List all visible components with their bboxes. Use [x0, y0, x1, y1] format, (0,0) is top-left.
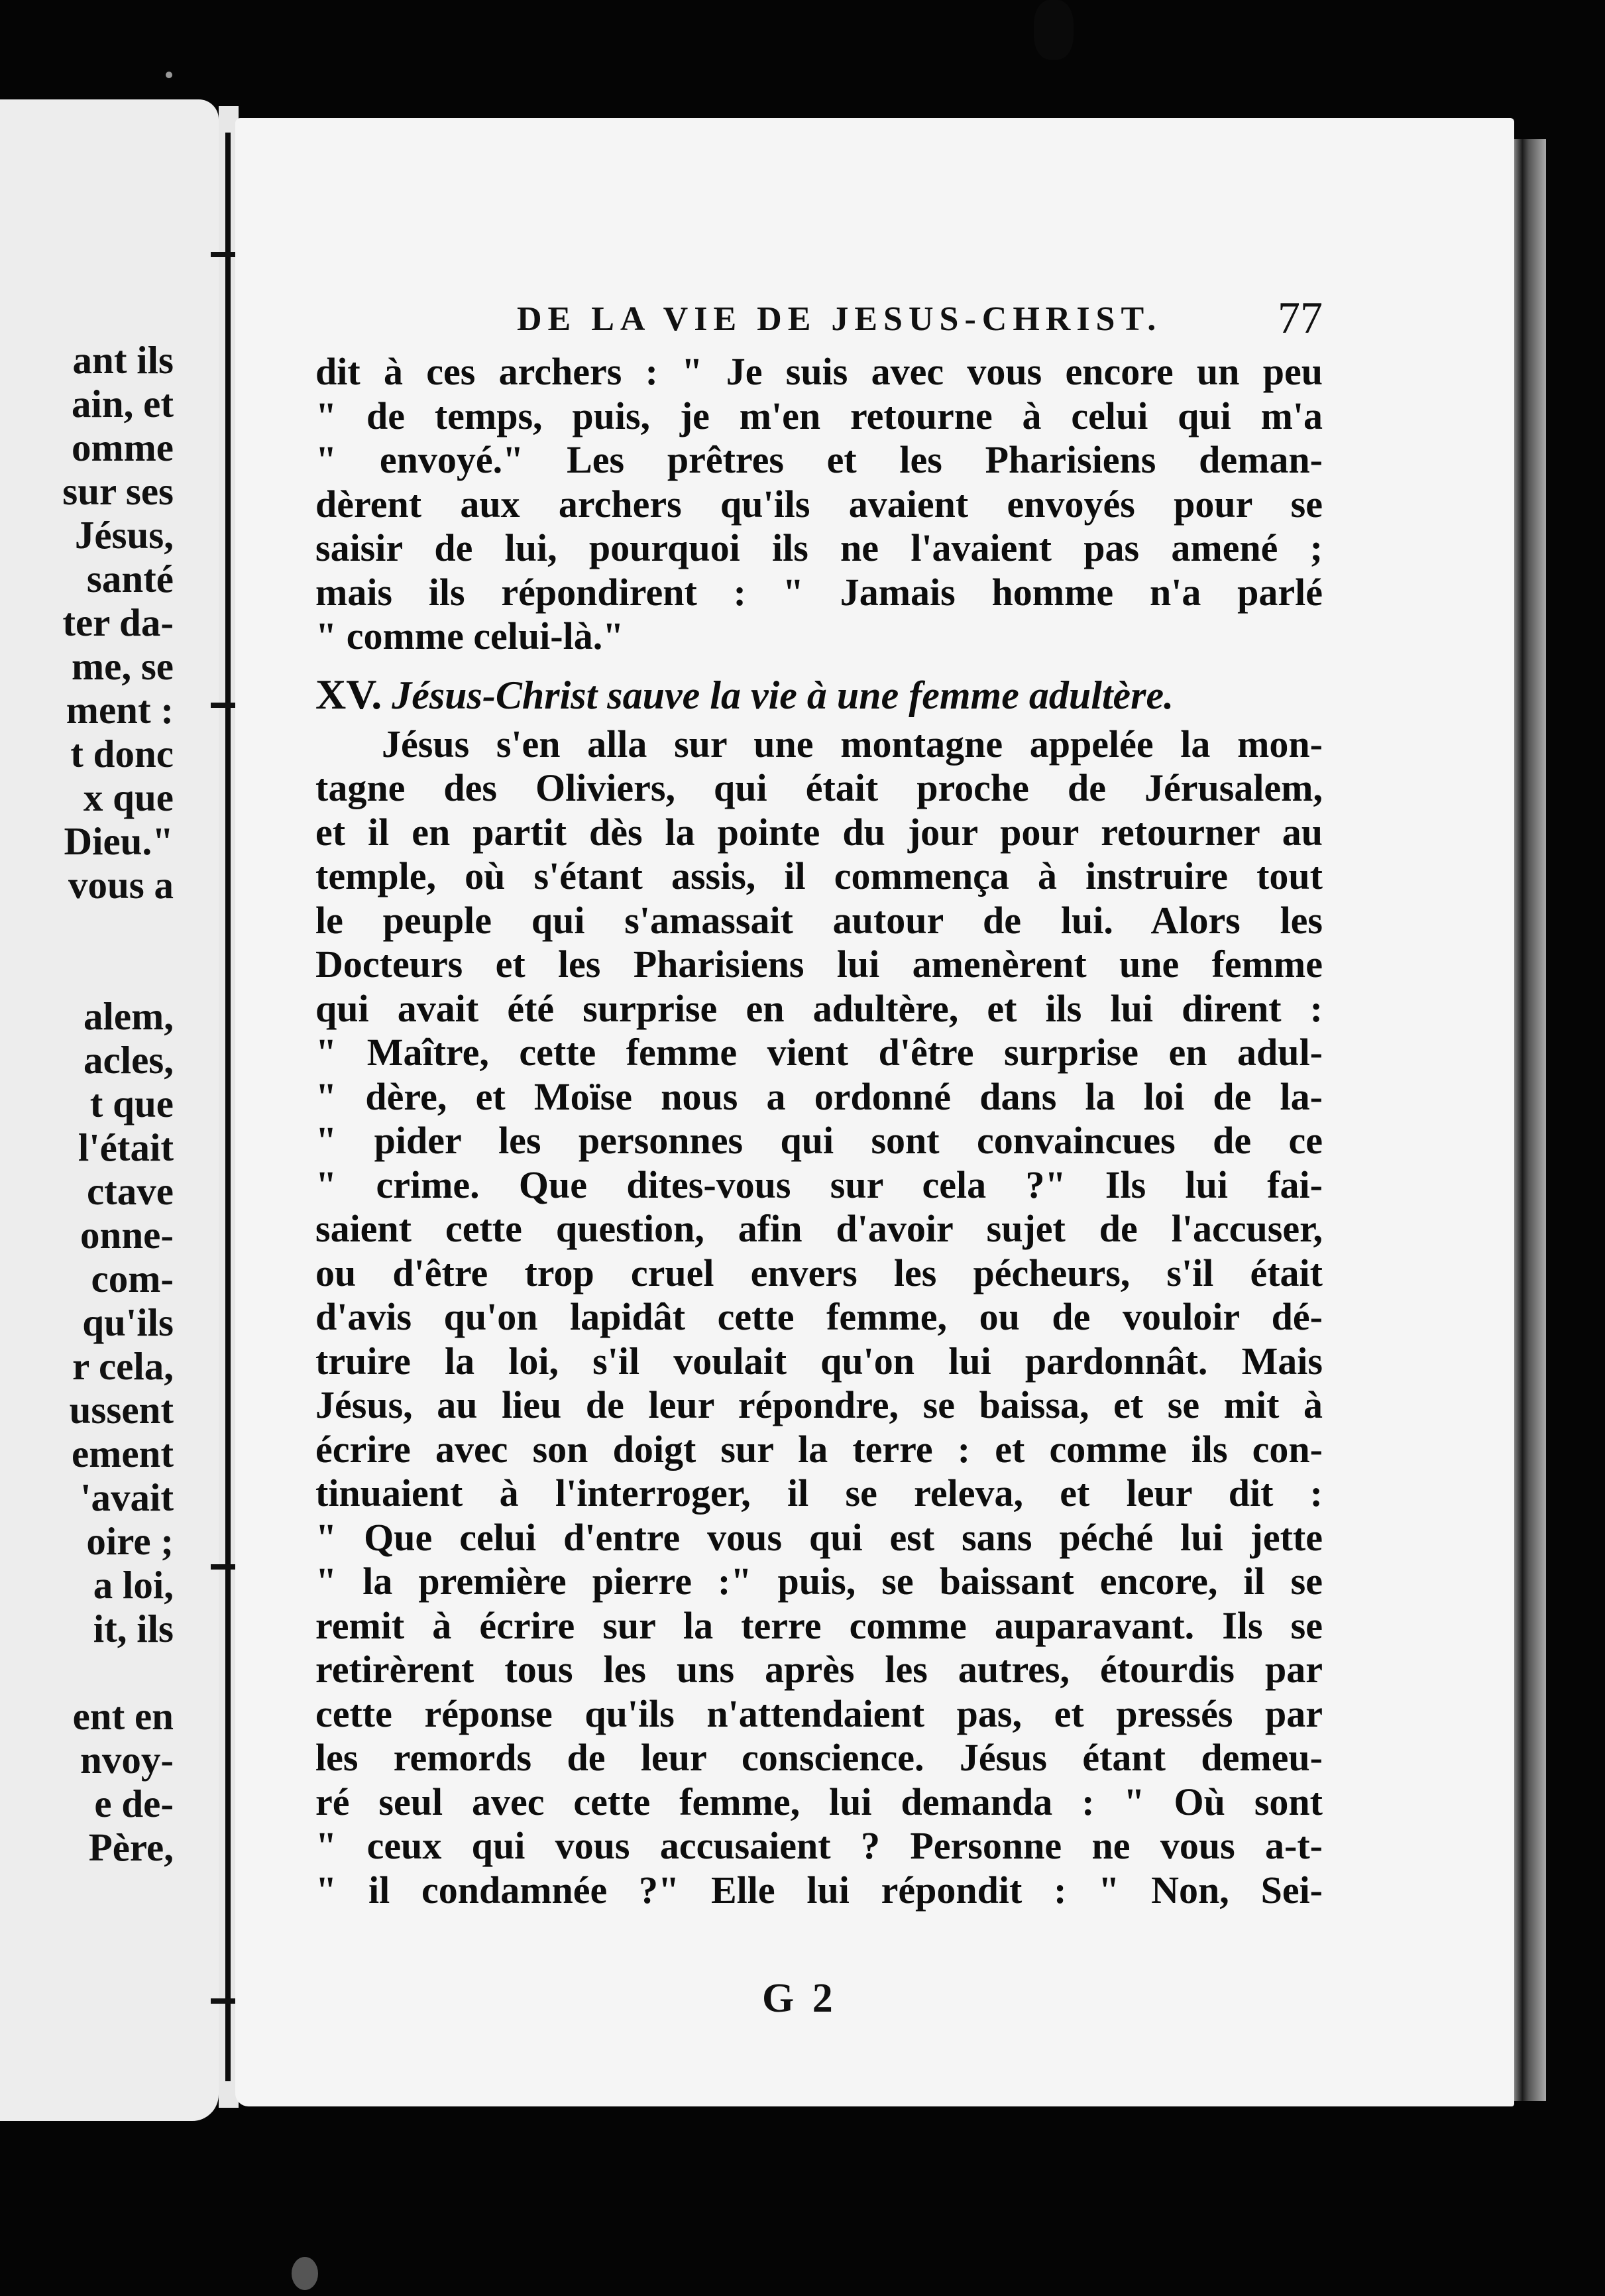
left-line: Jésus,	[74, 513, 174, 557]
text-line: remit à écrire sur la terre comme auparavant. Ils se	[315, 1603, 1323, 1647]
left-line: Père,	[88, 1825, 174, 1869]
text-line: ré seul avec cette femme, lui demanda : " Où sont	[315, 1780, 1323, 1823]
left-line: t que	[89, 1082, 174, 1125]
text-line: truire la loi, s'il voulait qu'on lui pardonnât. Mais	[315, 1339, 1323, 1383]
left-line: alem,	[83, 994, 174, 1038]
text-line: " il condamnée ?" Elle lui répondit : " Non, Sei-	[315, 1868, 1323, 1912]
left-line: ent en	[72, 1694, 174, 1738]
text-line: " ceux qui vous accusaient ? Personne ne vous a-t-	[315, 1824, 1323, 1867]
text-line: " pider les personnes qui sont convaincues de ce	[315, 1119, 1323, 1162]
previous-page-fragment	[0, 99, 219, 2121]
left-line: e de-	[94, 1782, 174, 1825]
previous-page-lines	[62, 338, 174, 1869]
text-line: Jésus s'en alla sur une montagne appelée la mon-	[382, 722, 1323, 766]
text-line: " Maître, cette femme vient d'être surprise en adul-	[315, 1031, 1323, 1074]
scan-speck	[166, 72, 172, 78]
text-line: " de temps, puis, je m'en retourne à celui qui m'a	[315, 394, 1323, 437]
left-line-blank	[62, 950, 174, 994]
scan-speck	[1034, 0, 1074, 60]
left-line: r cela,	[72, 1344, 174, 1388]
left-line: com-	[91, 1257, 174, 1300]
text-line: mais ils répondirent : " Jamais homme n'a parlé	[315, 570, 1323, 614]
text-line: retirèrent tous les uns après les autres, étourdis par	[315, 1648, 1323, 1691]
left-line: vous a	[68, 863, 174, 907]
left-line: x que	[83, 775, 174, 819]
text-line: dit à ces archers : " Je suis avec vous encore un peu	[315, 350, 1323, 393]
section-title: Jésus-Christ sauve la vie à une femme adultère.	[392, 673, 1174, 717]
left-line: nvoy-	[80, 1738, 174, 1782]
text-line: ou d'être trop cruel envers les pécheurs, s'il était	[315, 1251, 1323, 1294]
left-line: Dieu."	[64, 819, 174, 863]
left-line: sur ses	[62, 469, 174, 513]
left-line: santé	[86, 557, 174, 601]
left-line: ctave	[86, 1169, 174, 1213]
left-line: t donc	[70, 732, 174, 775]
text-line: dèrent aux archers qu'ils avaient envoyés pour se	[315, 482, 1323, 526]
text-line: " comme celui-là."	[315, 614, 624, 658]
left-line: a loi,	[93, 1563, 174, 1607]
left-line: ement	[72, 1432, 174, 1475]
left-line: it, ils	[93, 1607, 174, 1650]
left-line: oire ;	[86, 1519, 174, 1563]
section-number: XV.	[315, 670, 382, 718]
left-line: omme	[72, 426, 174, 469]
signature-mark: G 2	[762, 1976, 837, 2021]
text-line: " Que celui d'entre vous qui est sans péché lui jette	[315, 1515, 1323, 1559]
text-line: écrire avec son doigt sur la terre : et comme ils con-	[315, 1427, 1323, 1471]
left-line: ussent	[69, 1388, 174, 1432]
left-line: l'était	[78, 1125, 174, 1169]
text-line: cette réponse qu'ils n'attendaient pas, et pressés par	[315, 1692, 1323, 1735]
text-line: " la première pierre :" puis, se baissant encore, il se	[315, 1560, 1323, 1603]
text-line: saient cette question, afin d'avoir sujet de l'accuser,	[315, 1207, 1323, 1250]
text-line: tinuaient à l'interroger, il se releva, et leur dit :	[315, 1471, 1323, 1515]
text-line: le peuple qui s'amassait autour de lui. Alors les	[315, 898, 1323, 942]
text-line: et il en partit dès la pointe du jour pour retourner au	[315, 810, 1323, 854]
left-line: ain, et	[71, 382, 174, 426]
left-line: ment :	[66, 688, 174, 732]
text-line: Jésus, au lieu de leur répondre, se baissa, et se mit à	[315, 1383, 1323, 1426]
text-line: qui avait été surprise en adultère, et ils lui dirent :	[315, 986, 1323, 1030]
running-head: DE LA VIE DE JESUS-CHRIST.	[517, 300, 1162, 338]
left-line: ter da-	[62, 601, 174, 644]
left-line: acles,	[83, 1038, 174, 1082]
text-line: Docteurs et les Pharisiens lui amenèrent une femme	[315, 943, 1323, 986]
text-line: temple, où s'étant assis, il commença à instruire tout	[315, 854, 1323, 897]
left-line: onne-	[80, 1213, 174, 1257]
text-line: " crime. Que dites-vous sur cela ?" Ils lui fai-	[315, 1163, 1323, 1206]
left-line: ant ils	[72, 338, 174, 382]
section-heading	[315, 659, 1323, 722]
text-line: tagne des Oliviers, qui était proche de Jérusalem,	[315, 766, 1323, 809]
page-number: 77	[1278, 292, 1323, 343]
left-line: me, se	[72, 644, 174, 688]
left-line-blank	[62, 907, 174, 950]
page-body-text	[315, 350, 1323, 1912]
text-line: " dère, et Moïse nous a ordonné dans la loi de la-	[315, 1074, 1323, 1118]
text-line: d'avis qu'on lapidât cette femme, ou de vouloir dé-	[315, 1295, 1323, 1338]
left-line-blank	[62, 1650, 174, 1694]
left-line: 'avait	[80, 1475, 174, 1519]
text-line: saisir de lui, pourquoi ils ne l'avaient pas amené ;	[315, 526, 1323, 569]
scan-speck	[292, 2257, 318, 2290]
text-line: " envoyé." Les prêtres et les Pharisiens deman-	[315, 438, 1323, 481]
left-line: qu'ils	[82, 1300, 174, 1344]
text-line: les remords de leur conscience. Jésus étant demeu-	[315, 1736, 1323, 1779]
binding-stitch	[225, 133, 231, 2081]
